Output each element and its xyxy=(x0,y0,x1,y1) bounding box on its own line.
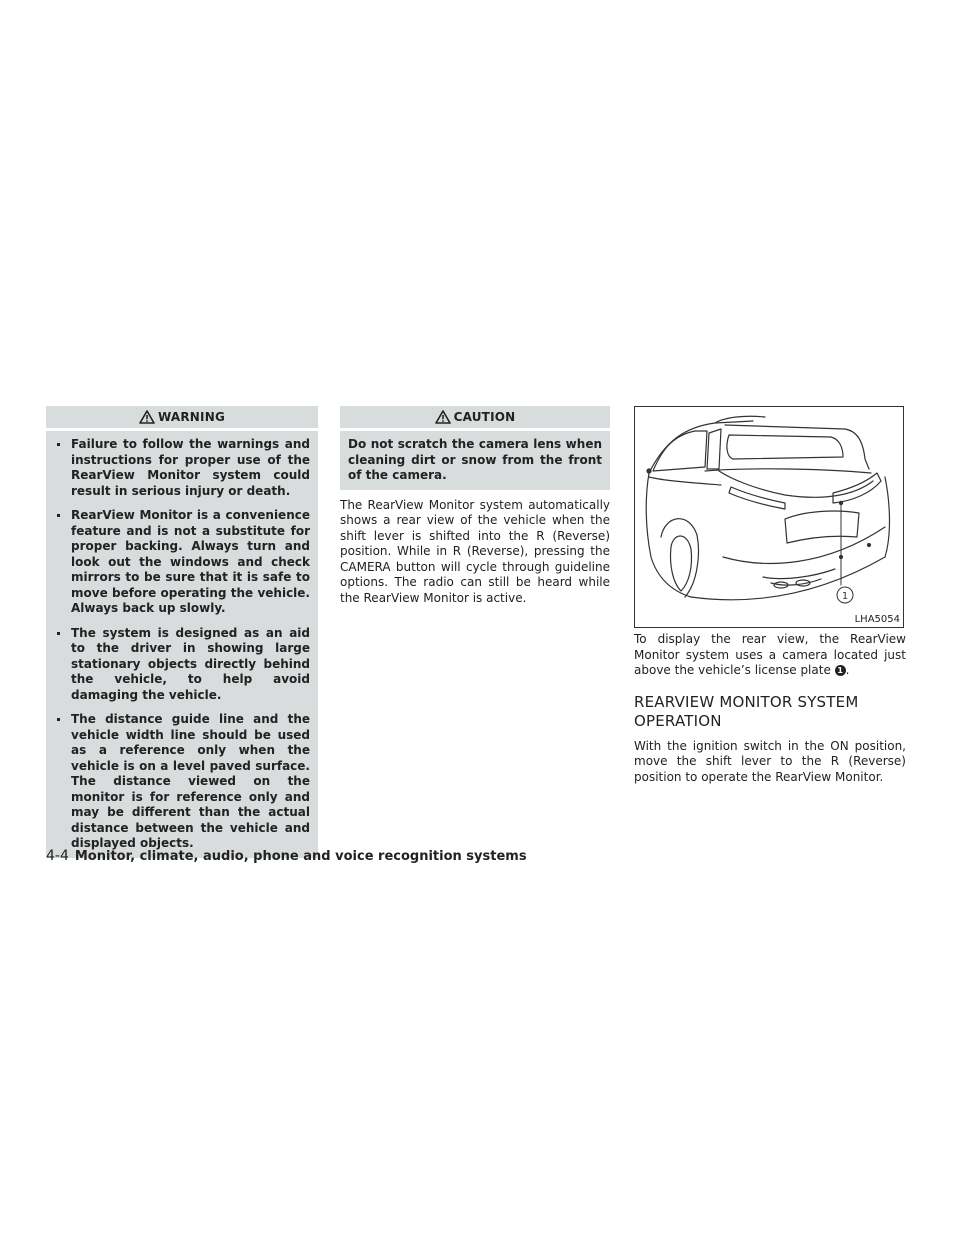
caution-triangle-icon xyxy=(435,410,451,424)
warning-item: The distance guide line and the vehicle width line should be used as a reference only when the vehicle is on a level paved surface. The distance viewed on the monitor is for reference only and may be different than the actual distance between the vehicle and displayed objects. xyxy=(54,712,310,852)
section-heading-line2: OPERATION xyxy=(634,711,722,730)
caution-box xyxy=(340,406,610,490)
display-rear-view-end: . xyxy=(845,663,850,677)
vehicle-rear-illustration xyxy=(635,407,903,627)
figure-code: LHA5054 xyxy=(854,614,900,625)
warning-item: The system is designed as an aid to the driver in showing large stationary objects directly behind the vehicle, to help avoid damaging the vehicle. xyxy=(54,626,310,704)
section-heading-line1: REARVIEW MONITOR SYSTEM xyxy=(634,692,859,711)
warning-list xyxy=(46,431,318,852)
warning-triangle-icon xyxy=(139,410,155,424)
page-number: 4-4 xyxy=(46,848,69,864)
chapter-title: Monitor, climate, audio, phone and voice recognition systems xyxy=(74,849,527,864)
rearview-intro-paragraph: The RearView Monitor system automatically shows a rear view of the vehicle when the shift lever is shifted into the R (Reverse) position. While in R (Reverse), pressing the CAMERA button will cycle through guideline options. The radio can still be heard while the RearView Monitor is active. xyxy=(340,497,610,605)
warning-column xyxy=(46,406,318,858)
operation-paragraph: With the ignition switch in the ON position, move the shift lever to the R (Reverse) position to operate the RearView Monitor. xyxy=(634,738,906,784)
callout-1-icon: 1 xyxy=(835,665,846,676)
display-rear-view-text: To display the rear view, the RearView Monitor system uses a camera located just above the vehicle’s license plate xyxy=(634,632,906,677)
caution-text: Do not scratch the camera lens when cleaning dirt or snow from the front of the camera. xyxy=(348,437,602,482)
page-footer xyxy=(46,848,527,864)
section-heading xyxy=(634,693,906,731)
display-rear-view-paragraph xyxy=(634,632,906,679)
warning-item: Failure to follow the warnings and instructions for proper use of the RearView Monitor system could result in serious injury or death. xyxy=(54,437,310,499)
rear-camera-figure xyxy=(634,406,904,628)
figure-callout-label: 1 xyxy=(841,591,849,602)
warning-header xyxy=(46,406,318,431)
figure-column xyxy=(634,406,906,785)
warning-item: RearView Monitor is a convenience feature and is not a substitute for proper backing. Always turn and look out the windows and check mirrors to be sure that it is safe to move before operating the vehicle. Always back up slowly. xyxy=(54,508,310,617)
warning-box xyxy=(46,406,318,858)
warning-title: WARNING xyxy=(157,410,226,424)
caution-header xyxy=(340,406,610,431)
caution-column xyxy=(340,406,610,606)
caution-title: CAUTION xyxy=(453,410,516,424)
